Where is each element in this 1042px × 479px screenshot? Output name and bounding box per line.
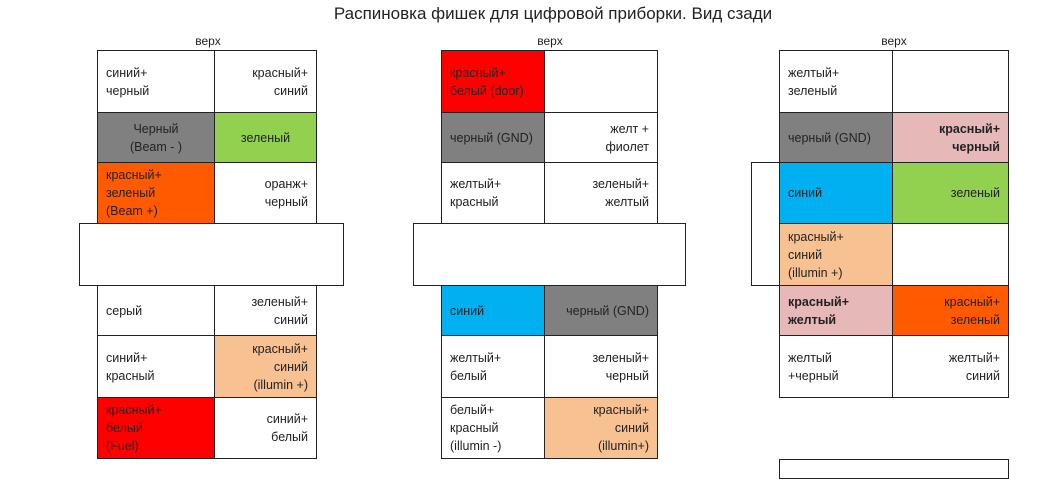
latch-tab-connector-1 [79,223,344,286]
pin-cell: Черный (Beam - ) [97,112,215,163]
pin-cell [544,50,658,113]
pin-cell: серый [97,285,215,336]
pin-cell: синий+ красный [97,335,215,398]
pin-cell: желтый+ синий [892,335,1009,398]
top-label-connector-2: верх [537,34,563,48]
pin-cell: красный+ черный [892,112,1009,163]
pin-cell: белый+ красный (illumin -) [441,397,545,459]
pin-cell: черный (GND) [544,285,658,336]
top-label-connector-1: верх [195,34,221,48]
pin-cell: оранж+ черный [214,162,317,224]
pin-cell: зеленый+ черный [544,335,658,398]
pin-cell: синий+ черный [97,50,215,113]
pin-cell: синий+ белый [214,397,317,459]
pin-cell: красный+ желтый [779,285,893,336]
pin-cell: красный+ белый (door) [441,50,545,113]
page-title: Распиновка фишек для цифровой приборки. Вид сзади [333,4,773,23]
pin-cell: желтый+ белый [441,335,545,398]
latch-tab-connector-2 [413,223,686,286]
pin-cell: зеленый [892,162,1009,224]
pin-cell: красный+ белый (Fuel) [97,397,215,459]
latch-tab-connector-3 [751,162,781,286]
pin-cell [892,50,1009,113]
pin-cell: синий [779,162,893,224]
pin-cell: зеленый [214,112,317,163]
partial-connector-outline [779,459,1009,479]
pin-cell: черный (GND) [779,112,893,163]
pin-cell: красный+ синий [214,50,317,113]
pin-cell: желтый +черный [779,335,893,398]
pin-cell: красный+ синий (illumin +) [779,223,893,286]
pin-cell: желт + фиолет [544,112,658,163]
pin-cell: красный+ зеленый [892,285,1009,336]
pin-cell [892,223,1009,286]
pin-cell: желтый+ красный [441,162,545,224]
pin-cell: синий [441,285,545,336]
pin-cell: красный+ синий (illumin+) [544,397,658,459]
pin-cell: красный+ зеленый (Beam +) [97,162,215,224]
pin-cell: зеленый+ желтый [544,162,658,224]
pin-cell: желтый+ зеленый [779,50,893,113]
pin-cell: зеленый+ синий [214,285,317,336]
pin-cell: красный+ синий (illumin +) [214,335,317,398]
pin-cell: черный (GND) [441,112,545,163]
top-label-connector-3: верх [881,34,907,48]
